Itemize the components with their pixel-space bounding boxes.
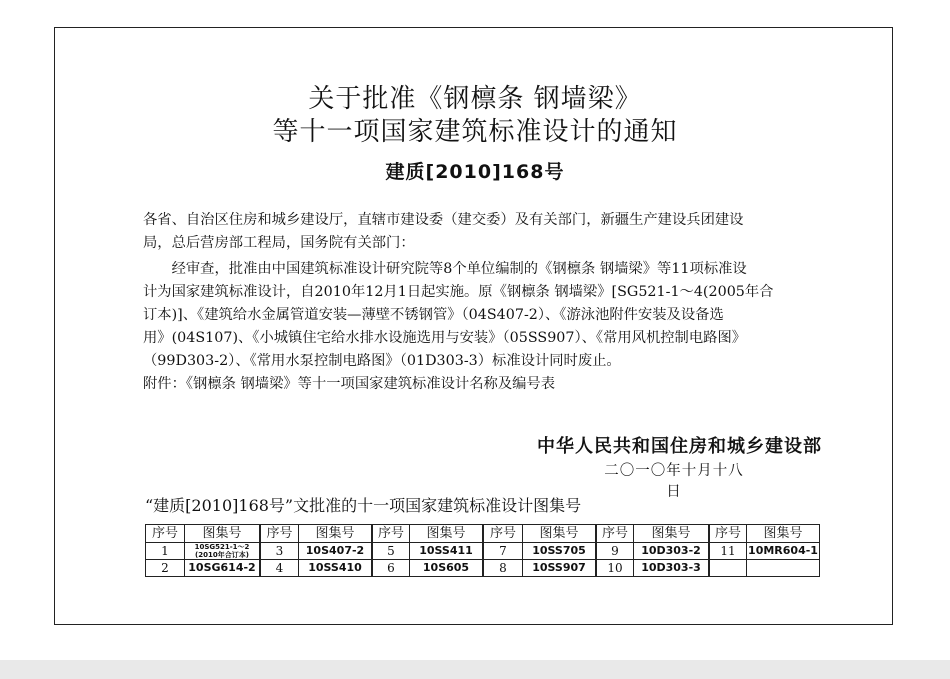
body-paragraph-line: 计为国家建筑标准设计，自2010年12月1日起实施。原《钢檩条 钢墙梁》[SG521-1～4(2005年合 [143, 284, 774, 300]
body-paragraph-line: 订本)]、《建筑给水金属管道安装—薄壁不锈钢管》（04S407-2）、《游泳池附件安装及设备选 [143, 307, 724, 323]
table-caption: “建质[2010]168号”文批准的十一项国家建筑标准设计图集号 [145, 496, 582, 515]
cell-code: 10SS411 [410, 543, 484, 560]
cell-code: 10MR604-1 [747, 543, 820, 560]
header-no: 序号 [483, 525, 523, 543]
atlas-number-table [145, 524, 820, 577]
header-code: 图集号 [634, 525, 710, 543]
cell-code: 10S605 [410, 560, 484, 577]
header-code: 图集号 [410, 525, 484, 543]
notice-title-line2: 等十一项国家建筑标准设计的通知 [272, 117, 678, 147]
cell-code: 10SG614-2 [185, 560, 261, 577]
cell-no: 7 [483, 543, 523, 560]
cell-code-line: (2010年合订本) [195, 551, 249, 559]
cell-no: 1 [146, 543, 185, 560]
table-header-row [146, 525, 820, 543]
addressee-line-2: 局，总后营房部工程局，国务院有关部门： [143, 235, 415, 251]
cell-no: 5 [372, 543, 410, 560]
header-no: 序号 [372, 525, 410, 543]
cell-no: 3 [260, 543, 299, 560]
cell-no-empty [709, 560, 747, 577]
cell-no: 4 [260, 560, 299, 577]
issue-date: 二〇一〇年十月十八日 [604, 463, 744, 500]
cell-no: 8 [483, 560, 523, 577]
cell-no: 9 [596, 543, 634, 560]
attachment-line: 附件：《钢檩条 钢墙梁》等十一项国家建筑标准设计名称及编号表 [143, 376, 556, 392]
cell-code: 10SS907 [523, 560, 597, 577]
header-no: 序号 [596, 525, 634, 543]
notice-title-line1: 关于批准《钢檩条 钢墙梁》 [308, 84, 642, 114]
document-number: 建质[2010]168号 [385, 161, 565, 183]
issuing-organization: 中华人民共和国住房和城乡建设部 [537, 436, 822, 457]
table-row [146, 543, 820, 560]
header-code: 图集号 [185, 525, 261, 543]
body-paragraph-line: （99D303-2）、《常用水泵控制电路图》（01D303-3）标准设计同时废止。 [143, 353, 621, 369]
body-paragraph-line: 用》(04S107)、《小城镇住宅给水排水设施选用与安装》（05SS907）、《常用风机控制电路图》 [143, 330, 747, 346]
cell-code-line: 10SG521-1～2 [194, 543, 250, 551]
header-no: 序号 [709, 525, 747, 543]
body-paragraph-line: 经审查，批准由中国建筑标准设计研究院等8个单位编制的《钢檩条 钢墙梁》等11项标准设 [143, 261, 747, 277]
cell-no: 6 [372, 560, 410, 577]
cell-code [185, 543, 261, 560]
cell-code: 10D303-3 [634, 560, 710, 577]
header-no: 序号 [146, 525, 185, 543]
cell-code: 10D303-2 [634, 543, 710, 560]
cell-no: 2 [146, 560, 185, 577]
viewer-bottom-strip [0, 660, 950, 679]
addressee-line-1: 各省、自治区住房和城乡建设厅，直辖市建设委（建交委）及有关部门，新疆生产建设兵团建设 [143, 212, 744, 228]
header-no: 序号 [260, 525, 299, 543]
cell-code: 10SS410 [299, 560, 373, 577]
cell-no: 10 [596, 560, 634, 577]
cell-no: 11 [709, 543, 747, 560]
header-code: 图集号 [747, 525, 820, 543]
header-code: 图集号 [523, 525, 597, 543]
cell-code: 10S407-2 [299, 543, 373, 560]
header-code: 图集号 [299, 525, 373, 543]
cell-code-empty [747, 560, 820, 577]
cell-code: 10SS705 [523, 543, 597, 560]
table-row [146, 560, 820, 577]
